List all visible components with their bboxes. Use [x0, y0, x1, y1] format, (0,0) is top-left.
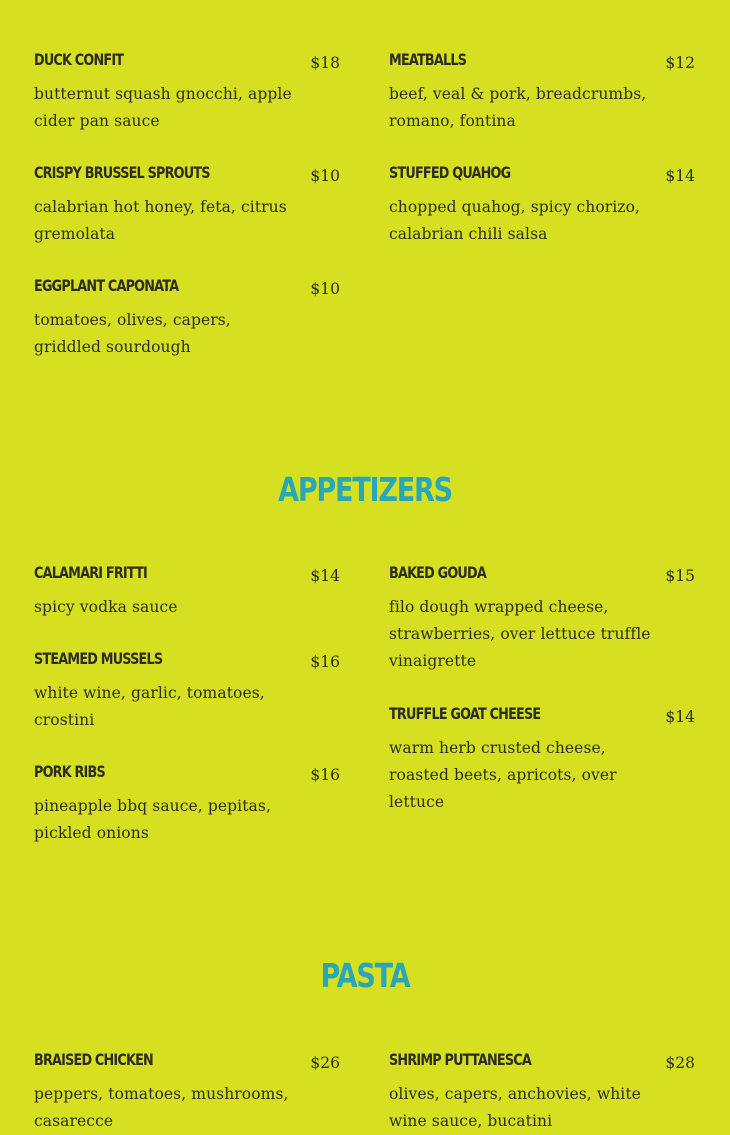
section-title: APPETIZERS: [278, 470, 452, 509]
item-price: $16: [310, 766, 340, 784]
item-price: $15: [665, 567, 695, 585]
item-name: DUCK CONFIT: [34, 50, 124, 69]
item-price: $14: [665, 167, 695, 185]
item-description: butternut squash gnocchi, apple cider pan sauce: [34, 85, 292, 130]
item-name: EGGPLANT CAPONATA: [34, 276, 179, 295]
item-name: CRISPY BRUSSEL SPROUTS: [34, 163, 210, 182]
item-name: STUFFED QUAHOG: [389, 163, 511, 182]
item-price: $16: [310, 653, 340, 671]
item-description: white wine, garlic, tomatoes, crostini: [34, 684, 265, 729]
item-description: spicy vodka sauce: [34, 598, 178, 616]
item-price: $26: [310, 1054, 340, 1072]
item-description: olives, capers, anchovies, white wine sauce, bucatini: [389, 1085, 641, 1130]
item-description: pineapple bbq sauce, pepitas, pickled onions: [34, 797, 271, 842]
item-name: BAKED GOUDA: [389, 563, 486, 582]
item-price: $28: [665, 1054, 695, 1072]
item-price: $18: [310, 54, 340, 72]
item-name: TRUFFLE GOAT CHEESE: [389, 704, 541, 723]
item-description: calabrian hot honey, feta, citrus gremolata: [34, 198, 287, 243]
item-price: $12: [665, 54, 695, 72]
item-price: $14: [310, 567, 340, 585]
item-description: peppers, tomatoes, mushrooms, casarecce: [34, 1085, 289, 1130]
item-price: $10: [310, 280, 340, 298]
item-name: STEAMED MUSSELS: [34, 649, 163, 668]
item-description: tomatoes, olives, capers, griddled sourdough: [34, 311, 231, 356]
item-description: warm herb crusted cheese, roasted beets, apricots, over lettuce: [389, 739, 617, 811]
item-name: PORK RIBS: [34, 762, 105, 781]
item-name: MEATBALLS: [389, 50, 467, 69]
section-title: PASTA: [320, 956, 410, 995]
item-description: chopped quahog, spicy chorizo, calabrian chili salsa: [389, 198, 641, 243]
item-name: SHRIMP PUTTANESCA: [389, 1050, 531, 1069]
item-name: CALAMARI FRITTI: [34, 563, 147, 582]
item-description: filo dough wrapped cheese, strawberries, over lettuce truffle vinaigrette: [389, 598, 651, 670]
item-price: $10: [310, 167, 340, 185]
item-name: BRAISED CHICKEN: [34, 1050, 153, 1069]
item-price: $14: [665, 708, 695, 726]
item-description: beef, veal & pork, breadcrumbs, romano, fontina: [389, 85, 647, 130]
